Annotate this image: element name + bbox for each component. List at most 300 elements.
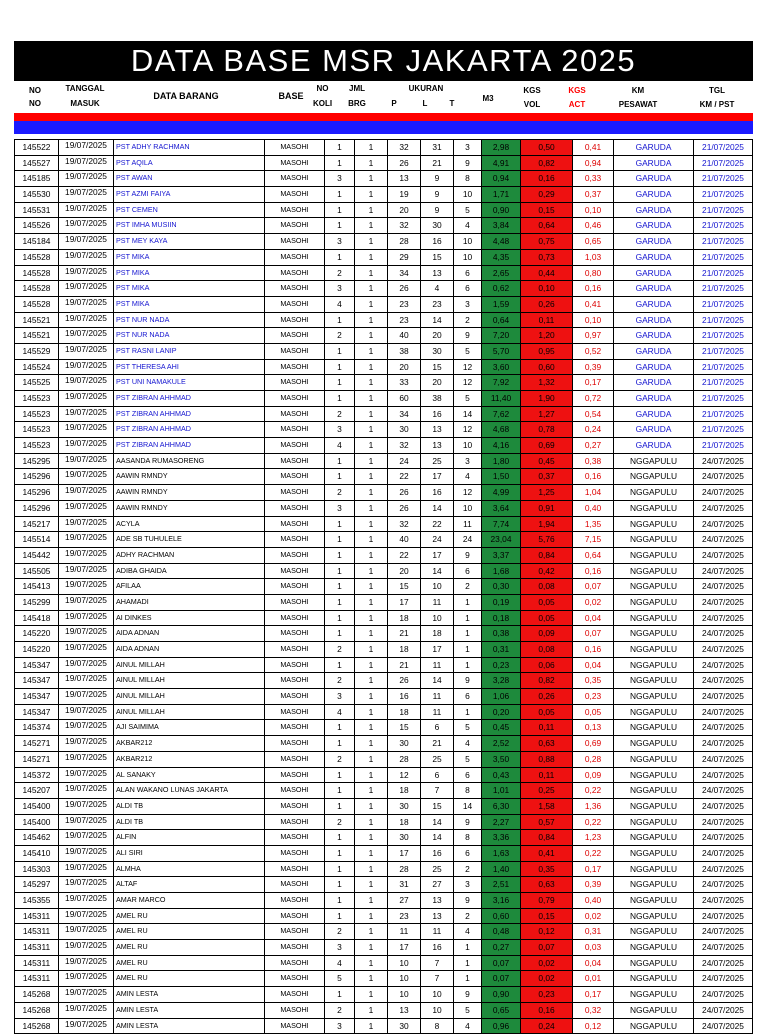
table-row [14,1003,753,1019]
table-row [14,689,753,705]
table-row [14,909,753,925]
cell-t: 12 [453,485,481,500]
cell-no-koli: 2 [324,266,354,281]
cell-kgs-act: 0,97 [572,328,613,343]
cell-no-koli: 1 [324,783,354,798]
cell-km-pesawat: NGGAPULU [613,689,693,704]
cell-p: 26 [387,485,420,500]
cell-km-pesawat: GARUDA [613,391,693,406]
cell-m3: 7,92 [481,375,520,390]
cell-t: 9 [453,156,481,171]
cell-no-koli: 2 [324,642,354,657]
cell-kgs-vol: 1,94 [520,517,572,532]
table-row [14,987,753,1003]
cell-m3: 1,68 [481,564,520,579]
cell-l: 13 [420,909,453,924]
cell-no-koli: 1 [324,846,354,861]
table-row [14,250,753,266]
cell-km-pesawat: GARUDA [613,156,693,171]
cell-tanggal: 19/07/2025 [58,422,113,437]
cell-no-koli: 1 [324,375,354,390]
cell-tanggal: 19/07/2025 [58,924,113,939]
cell-kgs-act: 0,39 [572,360,613,375]
cell-p: 30 [387,422,420,437]
header-base: BASE [262,90,320,122]
cell-jml-brg: 1 [354,611,387,626]
cell-kgs-vol: 0,11 [520,720,572,735]
cell-kgs-vol: 0,69 [520,438,572,453]
cell-km-pesawat: NGGAPULU [613,673,693,688]
cell-tgl-km: 24/07/2025 [693,485,753,500]
cell-m3: 2,52 [481,736,520,751]
cell-m3: 1,63 [481,846,520,861]
cell-data-barang: PST NUR NADA [113,328,264,343]
cell-jml-brg: 1 [354,987,387,1002]
cell-tgl-km: 24/07/2025 [693,720,753,735]
cell-tanggal: 19/07/2025 [58,485,113,500]
cell-data-barang: AMEL RU [113,909,264,924]
cell-kgs-vol: 0,63 [520,877,572,892]
cell-data-barang: ALTAF [113,877,264,892]
cell-base: MASOHI [264,438,324,453]
cell-no-koli: 2 [324,485,354,500]
cell-base: MASOHI [264,171,324,186]
cell-data-barang: AJI SAIMIMA [113,720,264,735]
header-koli: KOLI [307,97,338,129]
cell-tgl-km: 21/07/2025 [693,375,753,390]
table-row [14,720,753,736]
cell-tgl-km: 24/07/2025 [693,752,753,767]
cell-km-pesawat: NGGAPULU [613,768,693,783]
table-row [14,815,753,831]
cell-data-barang: PST THERESA AHI [113,360,264,375]
cell-no-koli: 1 [324,187,354,202]
cell-l: 17 [420,642,453,657]
cell-tgl-km: 24/07/2025 [693,987,753,1002]
cell-tgl-km: 21/07/2025 [693,187,753,202]
cell-base: MASOHI [264,642,324,657]
cell-kgs-vol: 0,73 [520,250,572,265]
cell-kgs-vol: 0,95 [520,344,572,359]
cell-km-pesawat: GARUDA [613,281,693,296]
cell-no: 145297 [14,877,58,892]
cell-base: MASOHI [264,281,324,296]
cell-kgs-act: 0,01 [572,971,613,986]
cell-jml-brg: 1 [354,768,387,783]
cell-tanggal: 19/07/2025 [58,689,113,704]
table-row [14,281,753,297]
cell-l: 9 [420,203,453,218]
cell-kgs-act: 0,64 [572,548,613,563]
cell-no-koli: 1 [324,736,354,751]
cell-kgs-act: 0,32 [572,1003,613,1018]
cell-kgs-vol: 0,26 [520,297,572,312]
cell-p: 15 [387,579,420,594]
cell-t: 14 [453,407,481,422]
cell-m3: 0,94 [481,171,520,186]
cell-no: 145505 [14,564,58,579]
cell-km-pesawat: NGGAPULU [613,642,693,657]
cell-data-barang: AMEL RU [113,940,264,955]
table-row [14,877,753,893]
cell-l: 24 [420,532,453,547]
cell-jml-brg: 1 [354,313,387,328]
cell-no-koli: 4 [324,956,354,971]
cell-tanggal: 19/07/2025 [58,281,113,296]
table-row [14,266,753,282]
cell-no-koli: 2 [324,1003,354,1018]
cell-m3: 0,48 [481,924,520,939]
cell-km-pesawat: NGGAPULU [613,971,693,986]
header-p: P [380,97,408,129]
table-row [14,422,753,438]
cell-m3: 0,96 [481,1019,520,1034]
cell-tgl-km: 24/07/2025 [693,924,753,939]
cell-l: 11 [420,595,453,610]
cell-data-barang: PST UNI NAMAKULE [113,375,264,390]
cell-base: MASOHI [264,893,324,908]
cell-jml-brg: 1 [354,815,387,830]
cell-kgs-vol: 0,88 [520,752,572,767]
cell-data-barang: AAWIN RMNDY [113,469,264,484]
cell-m3: 3,50 [481,752,520,767]
cell-km-pesawat: NGGAPULU [613,611,693,626]
cell-no: 145271 [14,736,58,751]
cell-tanggal: 19/07/2025 [58,579,113,594]
cell-kgs-vol: 0,02 [520,971,572,986]
cell-base: MASOHI [264,297,324,312]
cell-m3: 1,80 [481,454,520,469]
cell-no: 145528 [14,266,58,281]
cell-p: 18 [387,642,420,657]
header-no-koli: NO [307,82,338,114]
cell-base: MASOHI [264,595,324,610]
cell-no: 145462 [14,830,58,845]
cell-no: 145296 [14,469,58,484]
cell-t: 6 [453,689,481,704]
cell-no: 145521 [14,313,58,328]
cell-km-pesawat: NGGAPULU [613,956,693,971]
cell-kgs-act: 0,35 [572,673,613,688]
table-row [14,156,753,172]
cell-no: 145522 [14,140,58,155]
cell-t: 24 [453,532,481,547]
header-no: NO [14,84,56,116]
cell-data-barang: AL SANAKY [113,768,264,783]
cell-km-pesawat: GARUDA [613,375,693,390]
cell-tgl-km: 21/07/2025 [693,344,753,359]
cell-p: 38 [387,344,420,359]
table-row [14,297,753,313]
cell-kgs-vol: 0,16 [520,1003,572,1018]
cell-no: 145528 [14,281,58,296]
table-row [14,234,753,250]
cell-no-koli: 1 [324,987,354,1002]
cell-t: 3 [453,877,481,892]
cell-l: 14 [420,830,453,845]
cell-km-pesawat: GARUDA [613,360,693,375]
table-row [14,830,753,846]
cell-m3: 0,07 [481,956,520,971]
cell-no: 145268 [14,1019,58,1034]
cell-data-barang: ALFIN [113,830,264,845]
table-row [14,469,753,485]
cell-jml-brg: 1 [354,673,387,688]
cell-m3: 0,30 [481,579,520,594]
cell-no: 145528 [14,297,58,312]
cell-no: 145413 [14,579,58,594]
cell-no-koli: 1 [324,218,354,233]
cell-tgl-km: 24/07/2025 [693,736,753,751]
cell-jml-brg: 1 [354,1003,387,1018]
cell-m3: 0,43 [481,768,520,783]
cell-jml-brg: 1 [354,234,387,249]
cell-tanggal: 19/07/2025 [58,203,113,218]
cell-tanggal: 19/07/2025 [58,532,113,547]
cell-kgs-vol: 0,12 [520,924,572,939]
cell-data-barang: ADIBA GHAIDA [113,564,264,579]
cell-kgs-vol: 1,20 [520,328,572,343]
cell-no: 145347 [14,673,58,688]
cell-l: 27 [420,877,453,892]
cell-kgs-act: 0,16 [572,281,613,296]
cell-t: 6 [453,281,481,296]
cell-data-barang: PST ZIBRAN AHHMAD [113,438,264,453]
cell-km-pesawat: NGGAPULU [613,752,693,767]
cell-no: 145521 [14,328,58,343]
cell-l: 4 [420,281,453,296]
cell-l: 25 [420,752,453,767]
cell-no-koli: 1 [324,862,354,877]
cell-kgs-act: 7,15 [572,532,613,547]
cell-data-barang: AKBAR212 [113,736,264,751]
cell-m3: 1,71 [481,187,520,202]
cell-tgl-km: 21/07/2025 [693,313,753,328]
cell-l: 11 [420,658,453,673]
cell-l: 14 [420,673,453,688]
cell-jml-brg: 1 [354,469,387,484]
cell-tgl-km: 24/07/2025 [693,642,753,657]
table-row [14,579,753,595]
cell-p: 23 [387,909,420,924]
cell-kgs-act: 1,04 [572,485,613,500]
cell-no: 145271 [14,752,58,767]
cell-km-pesawat: NGGAPULU [613,940,693,955]
cell-no: 145347 [14,705,58,720]
cell-kgs-vol: 0,57 [520,815,572,830]
cell-kgs-vol: 0,45 [520,454,572,469]
cell-tanggal: 19/07/2025 [58,862,113,877]
cell-km-pesawat: NGGAPULU [613,1019,693,1034]
cell-t: 3 [453,454,481,469]
cell-kgs-act: 0,52 [572,344,613,359]
table-row [14,595,753,611]
cell-t: 1 [453,595,481,610]
cell-t: 10 [453,438,481,453]
cell-tanggal: 19/07/2025 [58,642,113,657]
cell-jml-brg: 1 [354,140,387,155]
cell-no-koli: 3 [324,171,354,186]
cell-data-barang: ADHY RACHMAN [113,548,264,563]
cell-m3: 3,36 [481,830,520,845]
cell-p: 13 [387,171,420,186]
cell-no: 145299 [14,595,58,610]
cell-base: MASOHI [264,564,324,579]
cell-tanggal: 19/07/2025 [58,799,113,814]
cell-data-barang: AIDA ADNAN [113,626,264,641]
cell-kgs-act: 1,03 [572,250,613,265]
cell-t: 14 [453,799,481,814]
cell-tanggal: 19/07/2025 [58,297,113,312]
cell-kgs-vol: 0,25 [520,783,572,798]
cell-base: MASOHI [264,783,324,798]
cell-p: 11 [387,924,420,939]
cell-tgl-km: 24/07/2025 [693,517,753,532]
cell-l: 38 [420,391,453,406]
cell-no-koli: 4 [324,438,354,453]
cell-tanggal: 19/07/2025 [58,454,113,469]
cell-kgs-act: 0,80 [572,266,613,281]
cell-kgs-vol: 0,64 [520,218,572,233]
cell-m3: 0,60 [481,909,520,924]
cell-no: 145523 [14,422,58,437]
cell-l: 13 [420,893,453,908]
cell-tgl-km: 24/07/2025 [693,877,753,892]
cell-tanggal: 19/07/2025 [58,626,113,641]
cell-t: 5 [453,720,481,735]
cell-l: 25 [420,454,453,469]
cell-m3: 0,90 [481,203,520,218]
cell-p: 40 [387,328,420,343]
cell-m3: 0,31 [481,642,520,657]
cell-no-koli: 1 [324,658,354,673]
cell-data-barang: AINUL MILLAH [113,673,264,688]
cell-kgs-vol: 0,91 [520,501,572,516]
cell-tgl-km: 24/07/2025 [693,893,753,908]
cell-p: 20 [387,564,420,579]
cell-t: 10 [453,187,481,202]
cell-kgs-vol: 0,05 [520,705,572,720]
cell-l: 22 [420,517,453,532]
table-row [14,407,753,423]
cell-l: 9 [420,187,453,202]
cell-t: 12 [453,360,481,375]
cell-km-pesawat: NGGAPULU [613,548,693,563]
cell-jml-brg: 1 [354,375,387,390]
cell-km-pesawat: GARUDA [613,218,693,233]
cell-l: 15 [420,250,453,265]
cell-t: 1 [453,971,481,986]
table-row [14,328,753,344]
cell-kgs-act: 0,40 [572,501,613,516]
cell-data-barang: PST IMHA MUSIIN [113,218,264,233]
cell-jml-brg: 1 [354,266,387,281]
cell-no: 145531 [14,203,58,218]
table-row [14,517,753,533]
cell-no: 145296 [14,501,58,516]
cell-data-barang: AMIN LESTA [113,1003,264,1018]
cell-base: MASOHI [264,658,324,673]
table-row [14,893,753,909]
cell-no: 145400 [14,799,58,814]
cell-t: 1 [453,658,481,673]
cell-kgs-vol: 0,82 [520,156,572,171]
cell-kgs-vol: 0,07 [520,940,572,955]
header-masuk: MASUK [58,97,112,129]
cell-base: MASOHI [264,140,324,155]
cell-kgs-vol: 0,84 [520,830,572,845]
cell-no-koli: 3 [324,501,354,516]
cell-l: 6 [420,720,453,735]
cell-no: 145523 [14,407,58,422]
cell-base: MASOHI [264,517,324,532]
cell-base: MASOHI [264,266,324,281]
cell-no: 145525 [14,375,58,390]
table-row [14,1019,753,1034]
cell-l: 30 [420,344,453,359]
cell-base: MASOHI [264,422,324,437]
cell-p: 40 [387,532,420,547]
cell-no: 145311 [14,971,58,986]
table-row [14,673,753,689]
cell-jml-brg: 1 [354,720,387,735]
table-row [14,940,753,956]
cell-base: MASOHI [264,877,324,892]
cell-l: 21 [420,156,453,171]
cell-jml-brg: 1 [354,391,387,406]
cell-m3: 4,16 [481,438,520,453]
cell-kgs-vol: 0,06 [520,658,572,673]
cell-no-koli: 4 [324,705,354,720]
cell-no: 145526 [14,218,58,233]
header-jml: JML [341,82,373,114]
cell-km-pesawat: NGGAPULU [613,830,693,845]
cell-no-koli: 3 [324,689,354,704]
cell-kgs-vol: 0,09 [520,626,572,641]
cell-l: 10 [420,1003,453,1018]
cell-t: 6 [453,266,481,281]
cell-kgs-act: 0,94 [572,156,613,171]
table-row [14,752,753,768]
cell-no: 145311 [14,924,58,939]
cell-base: MASOHI [264,956,324,971]
cell-l: 16 [420,407,453,422]
cell-tgl-km: 24/07/2025 [693,689,753,704]
cell-p: 26 [387,673,420,688]
header-t: T [440,97,464,129]
cell-no-koli: 5 [324,971,354,986]
cell-km-pesawat: GARUDA [613,187,693,202]
cell-tanggal: 19/07/2025 [58,595,113,610]
cell-no: 145296 [14,485,58,500]
cell-t: 10 [453,250,481,265]
cell-m3: 1,59 [481,297,520,312]
cell-m3: 2,65 [481,266,520,281]
cell-tgl-km: 24/07/2025 [693,532,753,547]
cell-kgs-vol: 0,26 [520,689,572,704]
cell-tanggal: 19/07/2025 [58,250,113,265]
cell-m3: 0,20 [481,705,520,720]
cell-tgl-km: 21/07/2025 [693,438,753,453]
cell-p: 20 [387,203,420,218]
cell-p: 26 [387,281,420,296]
cell-kgs-vol: 0,08 [520,642,572,657]
cell-tgl-km: 21/07/2025 [693,203,753,218]
cell-kgs-vol: 0,10 [520,281,572,296]
cell-p: 18 [387,611,420,626]
cell-tanggal: 19/07/2025 [58,971,113,986]
cell-kgs-vol: 0,05 [520,611,572,626]
